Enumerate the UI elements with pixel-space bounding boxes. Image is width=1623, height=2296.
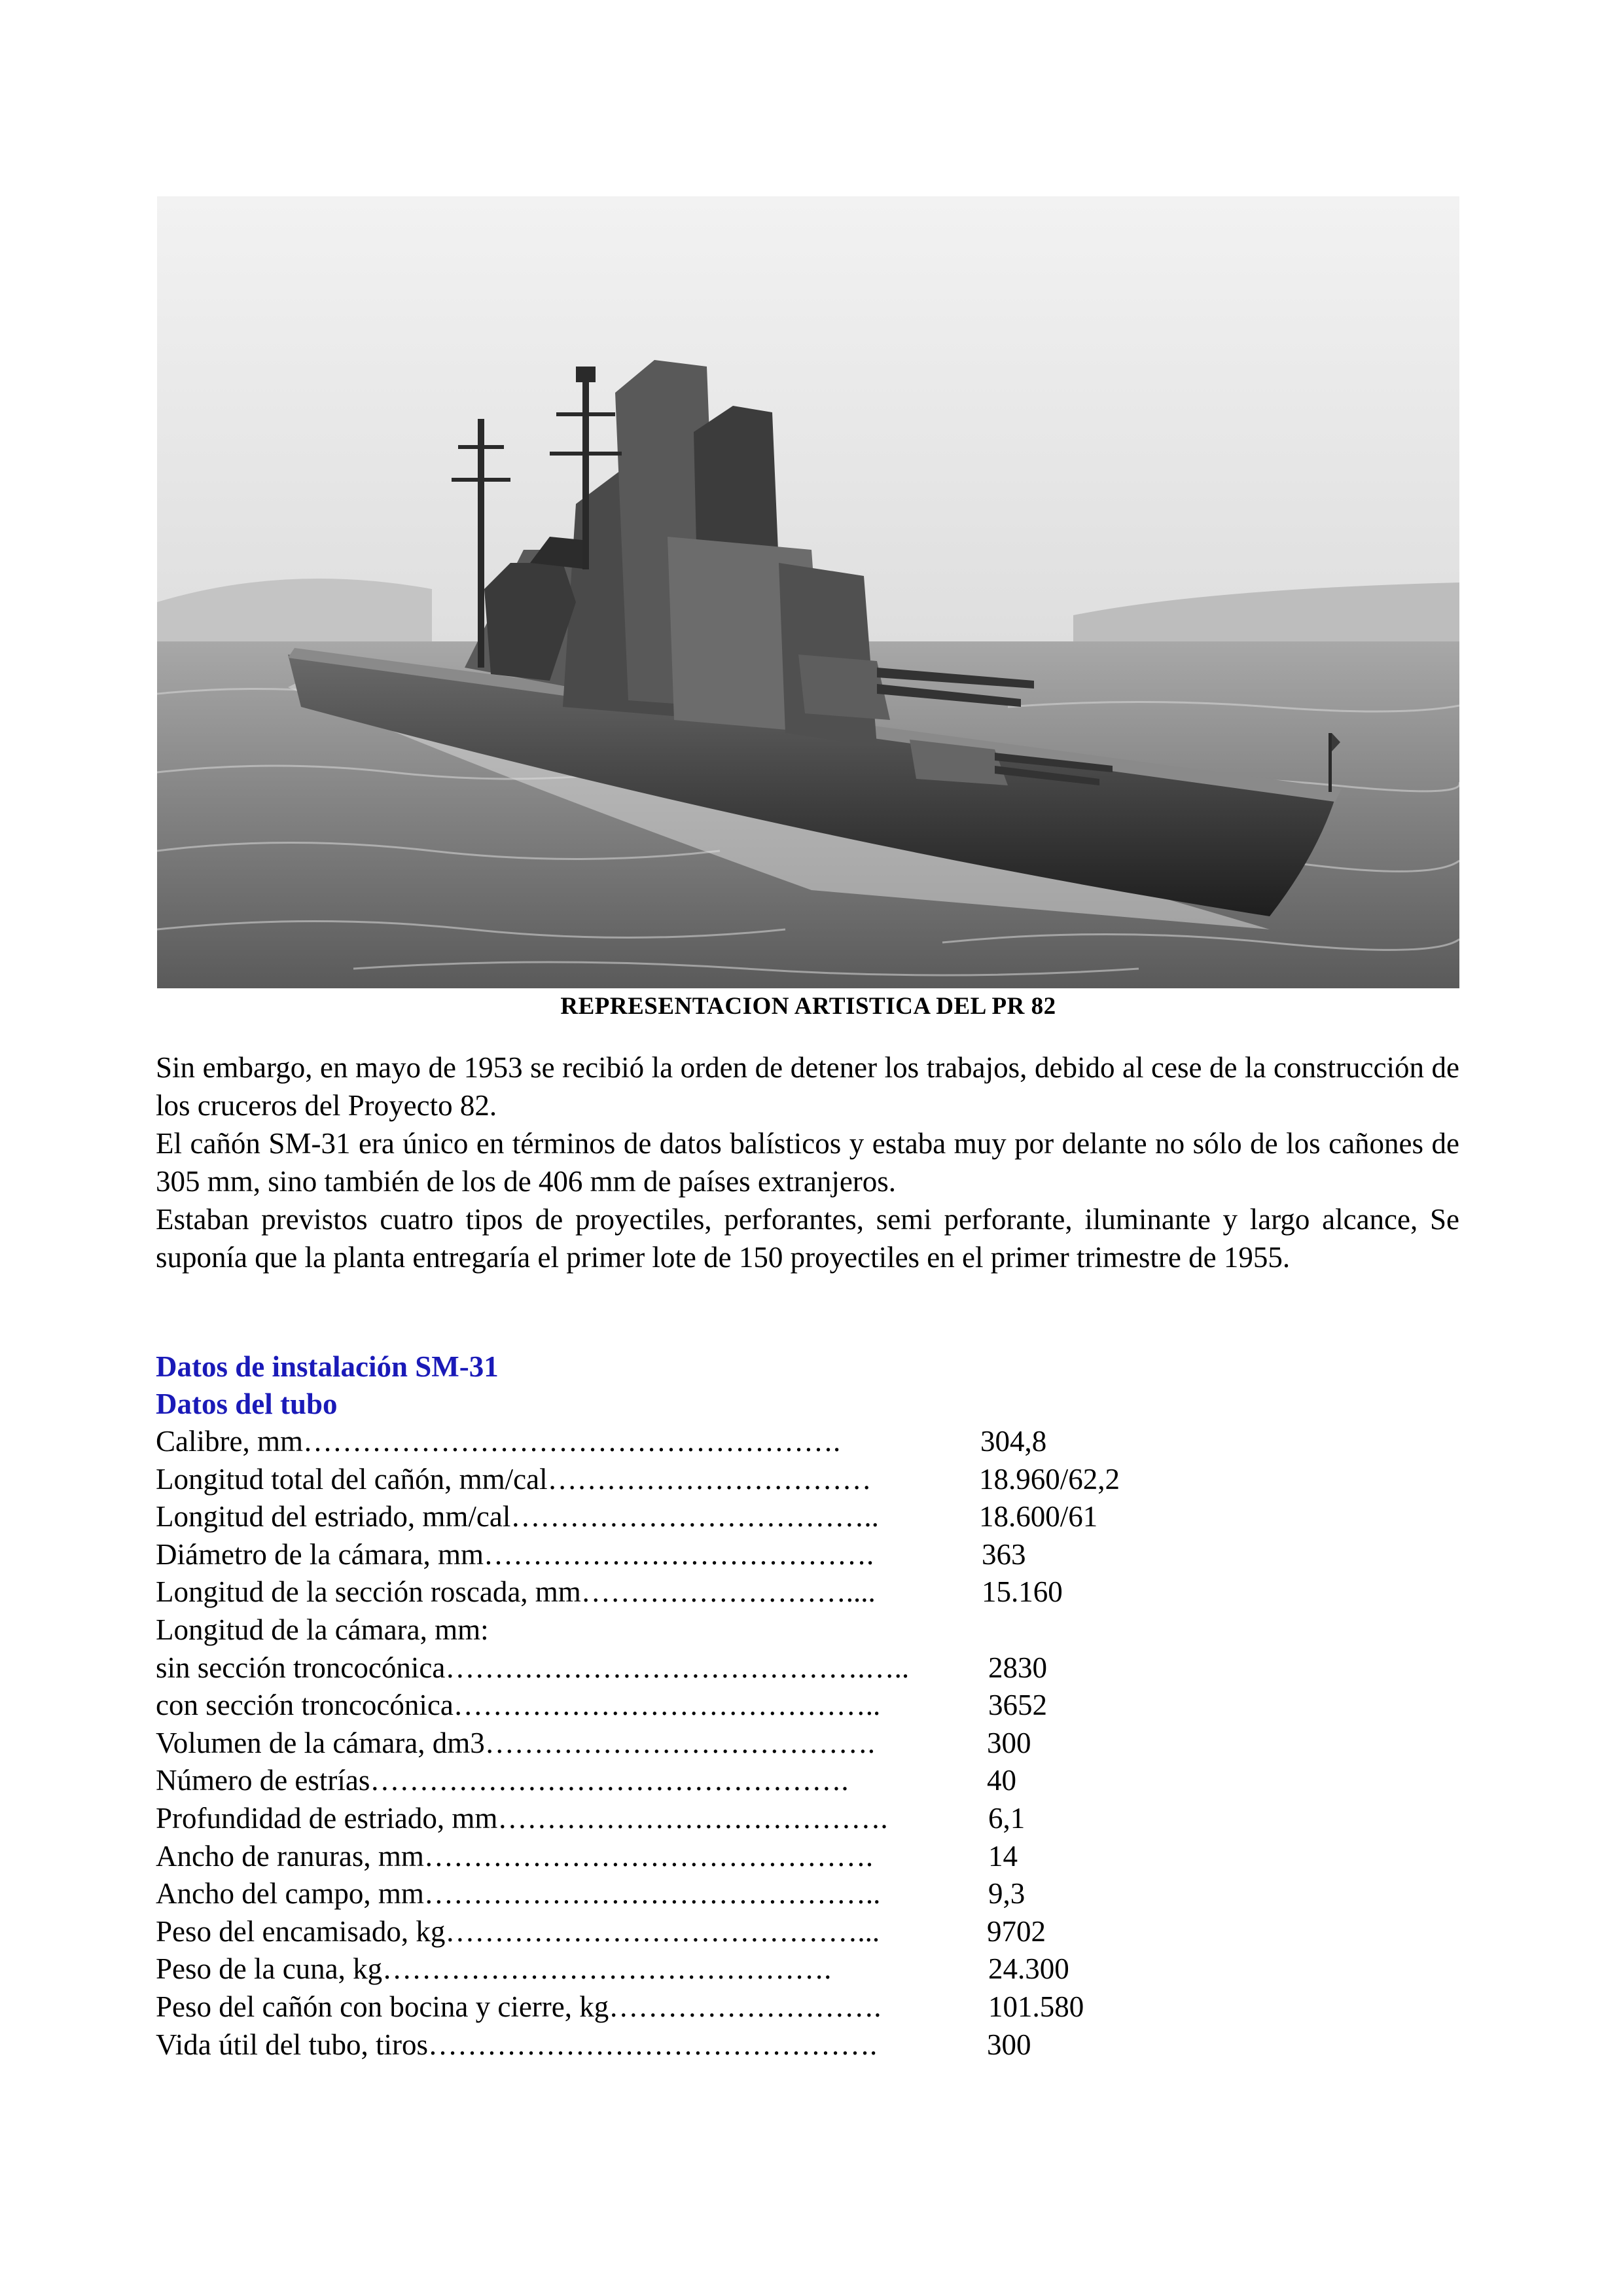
spec-label: Volumen de la cámara, dm3…………………………………. [156, 1726, 876, 1759]
spec-value: 14 [988, 1839, 1018, 1873]
spec-value: 18.960/62,2 [979, 1462, 1120, 1496]
spec-label: Vida útil del tubo, tiros………………………………………. [156, 2028, 878, 2061]
spec-value: 9,3 [988, 1877, 1026, 1910]
spec-label: Longitud total del cañón, mm/cal…………………………… [156, 1462, 872, 1496]
spec-row [156, 1611, 1203, 1649]
spec-label: Peso del cañón con bocina y cierre, kg………………………. [156, 1990, 882, 2023]
spec-value: 9702 [987, 1914, 1046, 1948]
spec-label: Profundidad de estriado, mm…………………………………. [156, 1801, 888, 1835]
spec-row [156, 1649, 1203, 1687]
spec-row [156, 1423, 1203, 1461]
spec-value: 2830 [988, 1651, 1047, 1684]
spec-value: 40 [987, 1764, 1016, 1797]
spec-label: Longitud de la sección roscada, mm……………………….... [156, 1575, 876, 1609]
spec-label: Peso de la cuna, kg………………………………………. [156, 1952, 832, 1986]
spec-row [156, 1762, 1203, 1800]
spec-row [156, 1913, 1203, 1951]
spec-value: 300 [987, 1726, 1031, 1759]
spec-row [156, 1498, 1203, 1536]
spec-value: 304,8 [980, 1425, 1047, 1458]
spec-label: Ancho de ranuras, mm………………………………………. [156, 1839, 874, 1873]
spec-row [156, 1838, 1203, 1876]
spec-value: 6,1 [988, 1801, 1026, 1835]
spec-row [156, 1988, 1203, 2026]
figure-caption: REPRESENTACION ARTISTICA DEL PR 82 [560, 993, 1056, 1020]
section-headings [156, 1348, 499, 1423]
spec-value: 363 [982, 1537, 1026, 1571]
spec-list [156, 1423, 1203, 2064]
spec-value: 18.600/61 [979, 1500, 1098, 1534]
spec-row [156, 1875, 1203, 1913]
spec-value: 15.160 [982, 1575, 1063, 1609]
spec-row [156, 1687, 1203, 1725]
paragraph-3: Estaban previstos cuatro tipos de proyectiles, perforantes, semi perforante, iluminante y largo alcance, Se suponía que la planta entregaría el primer lote de 150 proyectiles en el primer trimestre de 1955. [156, 1203, 1459, 1274]
spec-row [156, 1725, 1203, 1763]
spec-label: Número de estrías…………………………………………. [156, 1764, 849, 1797]
spec-label: Longitud del estriado, mm/cal……………………………….. [156, 1500, 879, 1534]
subsection-title: Datos del tubo [156, 1388, 338, 1420]
cruiser-photo [157, 196, 1459, 988]
spec-label: Ancho del campo, mm……………………………………….. [156, 1877, 881, 1910]
spec-label: Diámetro de la cámara, mm…………………………………. [156, 1537, 874, 1571]
paragraph-1: Sin embargo, en mayo de 1953 se recibió la orden de detener los trabajos, debido al cese de la construcción de los cruceros del Proyecto 82. [156, 1051, 1459, 1122]
spec-label: Longitud de la cámara, mm: [156, 1613, 489, 1646]
spec-value: 300 [987, 2028, 1031, 2061]
spec-label: con sección troncocónica…………………………………….. [156, 1689, 881, 1722]
section-title: Datos de instalación SM-31 [156, 1350, 499, 1383]
spec-row [156, 1461, 1203, 1499]
spec-row [156, 1800, 1203, 1838]
spec-value: 101.580 [988, 1990, 1084, 2023]
spec-row [156, 2026, 1203, 2064]
spec-row [156, 1573, 1203, 1611]
body-text [156, 1049, 1459, 1276]
spec-row [156, 1536, 1203, 1574]
paragraph-2: El cañón SM-31 era único en términos de datos balísticos y estaba muy por delante no sólo de los cañones de 305 mm, sino también de los de 406 mm de países extranjeros. [156, 1127, 1459, 1198]
spec-value: 3652 [988, 1689, 1047, 1722]
spec-label: sin sección troncocónica…………………………………….….. [156, 1651, 910, 1684]
spec-label: Calibre, mm………………………………………………. [156, 1425, 841, 1458]
spec-value: 24.300 [988, 1952, 1069, 1986]
spec-label: Peso del encamisado, kg……………………………………... [156, 1914, 880, 1948]
spec-row [156, 1950, 1203, 1988]
